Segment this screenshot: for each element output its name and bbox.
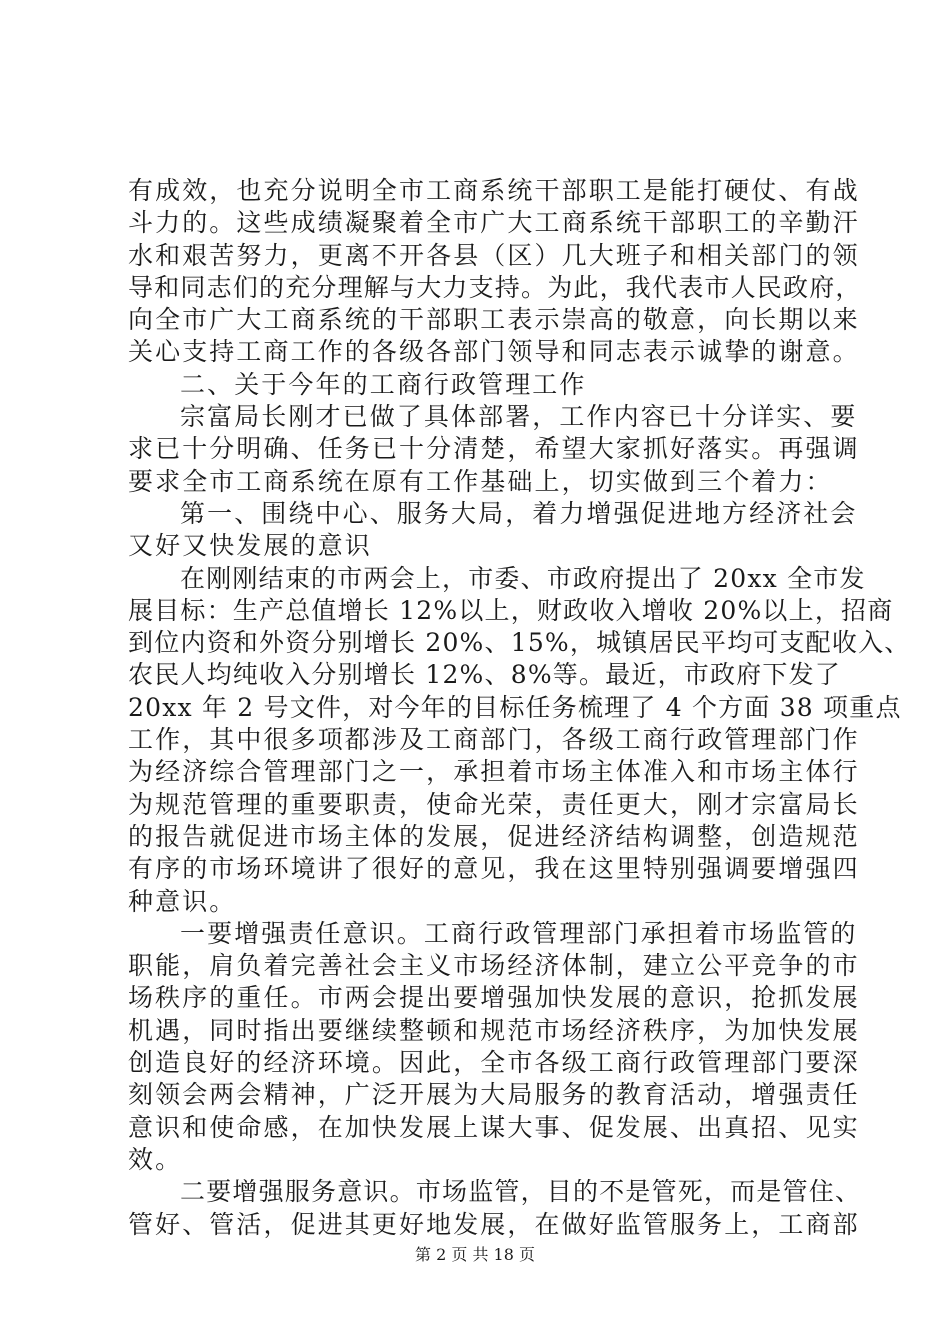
text-line: 为经济综合管理部门之一，承担着市场主体准入和市场主体行 bbox=[128, 757, 860, 787]
text-line: 要求全市工商系统在原有工作基础上，切实做到三个着力： bbox=[128, 466, 833, 496]
text-line: 关心支持工商工作的各级各部门领导和同志表示诚挚的谢意。 bbox=[128, 337, 860, 367]
text-line: 创造良好的经济环境。因此，全市各级工商行政管理部门要深 bbox=[128, 1048, 860, 1078]
text-line: 20xx 年 2 号文件，对今年的目标任务梳理了 4 个方面 38 项重点 bbox=[128, 692, 902, 722]
text-line: 在刚刚结束的市两会上，市委、市政府提出了 20xx 全市发 bbox=[180, 563, 866, 593]
text-line: 水和艰苦努力，更离不开各县（区）几大班子和相关部门的领 bbox=[128, 240, 860, 270]
text-line: 种意识。 bbox=[128, 886, 237, 916]
text-line: 场秩序的重任。市两会提出要增强加快发展的意识，抢抓发展 bbox=[128, 983, 860, 1013]
text-line: 意识和使命感，在加快发展上谋大事、促发展、出真招、见实 bbox=[128, 1112, 860, 1142]
text-line: 宗富局长刚才已做了具体部署，工作内容已十分详实、要 bbox=[180, 402, 858, 432]
text-line: 二要增强服务意识。市场监管，目的不是管死，而是管住、 bbox=[180, 1177, 862, 1207]
text-line: 第一、围绕中心、服务大局，着力增强促进地方经济社会 bbox=[180, 498, 858, 528]
text-line: 斗力的。这些成绩凝聚着全市广大工商系统干部职工的辛勤汗 bbox=[128, 208, 860, 238]
text-line: 向全市广大工商系统的干部职工表示崇高的敬意，向长期以来 bbox=[128, 305, 860, 335]
document-body bbox=[128, 175, 911, 1241]
section-heading: 二、关于今年的工商行政管理工作 bbox=[180, 369, 587, 399]
text-line: 机遇，同时指出要继续整顿和规范市场经济秩序，为加快发展 bbox=[128, 1015, 860, 1045]
text-line: 的报告就促进市场主体的发展，促进经济结构调整，创造规范 bbox=[128, 821, 860, 851]
text-line: 为规范管理的重要职责，使命光荣，责任更大，刚才宗富局长 bbox=[128, 789, 860, 819]
page-number-footer: 第 2 页 共 18 页 bbox=[415, 1245, 535, 1264]
text-line: 导和同志们的充分理解与大力支持。为此，我代表市人民政府， bbox=[128, 272, 862, 302]
text-line: 农民人均纯收入分别增长 12%、8%等。最近，市政府下发了 bbox=[128, 660, 841, 690]
text-line: 效。 bbox=[128, 1144, 183, 1174]
text-line: 又好又快发展的意识 bbox=[128, 531, 372, 561]
text-line: 有成效，也充分说明全市工商系统干部职工是能打硬仗、有战 bbox=[128, 176, 860, 205]
text-line: 工作，其中很多项都涉及工商部门，各级工商行政管理部门作 bbox=[128, 725, 860, 755]
text-line: 展目标：生产总值增长 12%以上，财政收入增收 20%以上，招商 bbox=[128, 595, 894, 625]
text-line: 到位内资和外资分别增长 20%、15%，城镇居民平均可支配收入、 bbox=[128, 628, 911, 658]
text-line: 刻领会两会精神，广泛开展为大局服务的教育活动，增强责任 bbox=[128, 1080, 860, 1110]
text-line: 一要增强责任意识。工商行政管理部门承担着市场监管的 bbox=[180, 918, 858, 948]
text-line: 职能，肩负着完善社会主义市场经济体制，建立公平竞争的市 bbox=[128, 951, 860, 981]
text-line: 求已十分明确、任务已十分清楚，希望大家抓好落实。再强调 bbox=[128, 434, 860, 464]
text-line: 有序的市场环境讲了很好的意见，我在这里特别强调要增强四 bbox=[128, 854, 860, 884]
text-line: 管好、管活，促进其更好地发展，在做好监管服务上，工商部 bbox=[128, 1209, 860, 1239]
